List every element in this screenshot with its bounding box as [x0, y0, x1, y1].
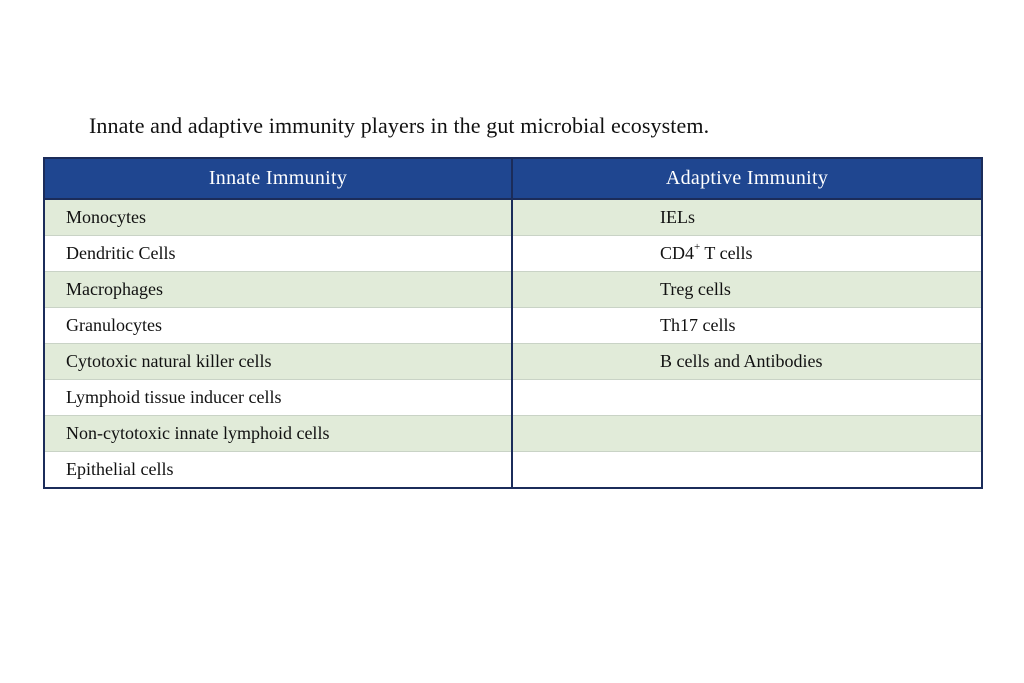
header-innate-immunity: Innate Immunity: [44, 158, 512, 199]
header-row: [44, 158, 982, 199]
adaptive-cell: B cells and Antibodies: [512, 344, 982, 380]
innate-cell: Granulocytes: [44, 308, 512, 344]
innate-cell: Epithelial cells: [44, 452, 512, 489]
table-row: [44, 236, 982, 272]
adaptive-cell: Th17 cells: [512, 308, 982, 344]
innate-cell: Lymphoid tissue inducer cells: [44, 380, 512, 416]
adaptive-cell: [512, 452, 982, 489]
innate-cell: Monocytes: [44, 199, 512, 236]
table-row: [44, 308, 982, 344]
innate-cell: Cytotoxic natural killer cells: [44, 344, 512, 380]
immunity-table: [43, 157, 983, 489]
adaptive-cell: Treg cells: [512, 272, 982, 308]
innate-cell: Macrophages: [44, 272, 512, 308]
table-caption: Innate and adaptive immunity players in the gut microbial ecosystem.: [89, 113, 710, 138]
table-row: [44, 380, 982, 416]
table-row: [44, 199, 982, 236]
adaptive-cell: [512, 236, 982, 272]
table-row: [44, 344, 982, 380]
superscript-plus: +: [694, 241, 701, 253]
table-row: [44, 452, 982, 489]
adaptive-cell-text-prefix: CD4: [660, 243, 695, 263]
table-row: [44, 416, 982, 452]
adaptive-cell-text-suffix: T cells: [700, 243, 753, 263]
adaptive-cell: [512, 380, 982, 416]
table-row: [44, 272, 982, 308]
adaptive-cell: [512, 416, 982, 452]
innate-cell: Non-cytotoxic innate lymphoid cells: [44, 416, 512, 452]
header-adaptive-immunity: Adaptive Immunity: [512, 158, 982, 199]
innate-cell: Dendritic Cells: [44, 236, 512, 272]
adaptive-cell: IELs: [512, 199, 982, 236]
